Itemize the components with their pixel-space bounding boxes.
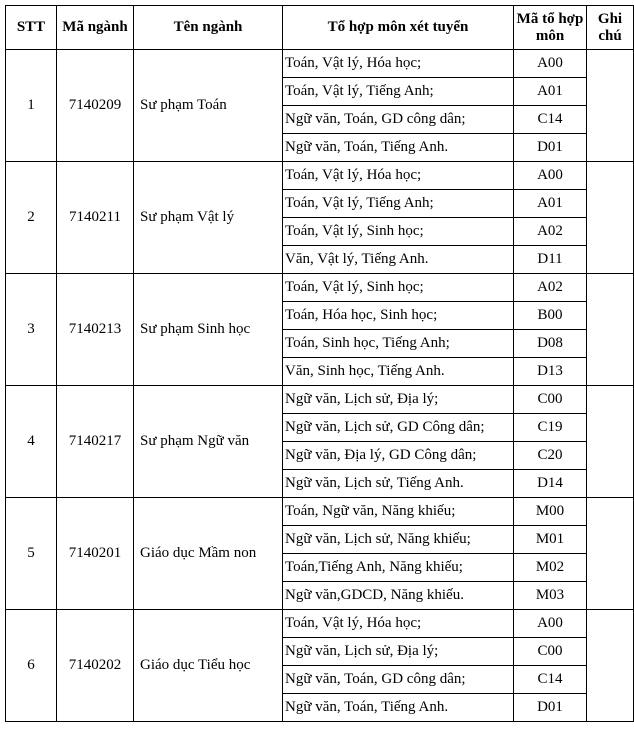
row-ten-nganh: Sư phạm Vật lý	[134, 162, 283, 274]
row-ma-to-hop: C14	[514, 666, 587, 694]
row-ma-to-hop: C14	[514, 106, 587, 134]
row-to-hop: Toán, Vật lý, Hóa học;	[283, 610, 514, 638]
table-row	[6, 610, 634, 638]
row-to-hop: Toán, Ngữ văn, Năng khiếu;	[283, 498, 514, 526]
row-ma-to-hop: A02	[514, 218, 587, 246]
row-stt: 1	[6, 50, 57, 162]
row-ma-to-hop: A00	[514, 610, 587, 638]
row-ma-to-hop: D01	[514, 134, 587, 162]
row-ma-nganh: 7140217	[57, 386, 134, 498]
row-ten-nganh: Sư phạm Sinh học	[134, 274, 283, 386]
row-ma-to-hop: A00	[514, 162, 587, 190]
row-ten-nganh: Giáo dục Tiểu học	[134, 610, 283, 722]
row-ma-to-hop: D14	[514, 470, 587, 498]
row-ma-to-hop: M00	[514, 498, 587, 526]
row-ma-to-hop: A01	[514, 78, 587, 106]
table-row	[6, 274, 634, 302]
row-ten-nganh: Sư phạm Ngữ văn	[134, 386, 283, 498]
row-ten-nganh: Sư phạm Toán	[134, 50, 283, 162]
row-ma-to-hop: B00	[514, 302, 587, 330]
row-to-hop: Ngữ văn, Lịch sử, Địa lý;	[283, 386, 514, 414]
row-to-hop: Ngữ văn, Lịch sử, Năng khiếu;	[283, 526, 514, 554]
row-to-hop: Toán, Vật lý, Tiếng Anh;	[283, 78, 514, 106]
row-to-hop: Toán, Vật lý, Sinh học;	[283, 218, 514, 246]
row-ghi-chu	[587, 162, 634, 274]
table-row	[6, 386, 634, 414]
header-row	[6, 6, 634, 50]
row-to-hop: Toán, Hóa học, Sinh học;	[283, 302, 514, 330]
row-ghi-chu	[587, 498, 634, 610]
row-to-hop: Toán, Vật lý, Sinh học;	[283, 274, 514, 302]
row-to-hop: Toán, Vật lý, Tiếng Anh;	[283, 190, 514, 218]
row-to-hop: Ngữ văn, Toán, Tiếng Anh.	[283, 694, 514, 722]
row-stt: 5	[6, 498, 57, 610]
row-stt: 2	[6, 162, 57, 274]
row-to-hop: Ngữ văn, Toán, GD công dân;	[283, 106, 514, 134]
row-ma-to-hop: A01	[514, 190, 587, 218]
row-ghi-chu	[587, 610, 634, 722]
row-to-hop: Ngữ văn, Lịch sử, Địa lý;	[283, 638, 514, 666]
row-ma-to-hop: D01	[514, 694, 587, 722]
row-ma-to-hop: M02	[514, 554, 587, 582]
row-ma-nganh: 7140213	[57, 274, 134, 386]
row-stt: 3	[6, 274, 57, 386]
row-to-hop: Ngữ văn, Địa lý, GD Công dân;	[283, 442, 514, 470]
row-ma-to-hop: D13	[514, 358, 587, 386]
row-ma-to-hop: A00	[514, 50, 587, 78]
header-ten-nganh: Tên ngành	[134, 6, 283, 50]
row-ma-nganh: 7140211	[57, 162, 134, 274]
row-to-hop: Toán, Vật lý, Hóa học;	[283, 50, 514, 78]
row-to-hop: Ngữ văn,GDCD, Năng khiếu.	[283, 582, 514, 610]
row-stt: 4	[6, 386, 57, 498]
table-body	[6, 50, 634, 722]
admission-table	[5, 5, 634, 722]
row-ma-to-hop: C20	[514, 442, 587, 470]
row-ma-to-hop: A02	[514, 274, 587, 302]
row-ma-nganh: 7140202	[57, 610, 134, 722]
row-ma-to-hop: C00	[514, 638, 587, 666]
row-ma-to-hop: M01	[514, 526, 587, 554]
table-row	[6, 162, 634, 190]
row-ma-to-hop: M03	[514, 582, 587, 610]
table-row	[6, 498, 634, 526]
header-stt: STT	[6, 6, 57, 50]
row-stt: 6	[6, 610, 57, 722]
row-to-hop: Toán, Vật lý, Hóa học;	[283, 162, 514, 190]
row-ma-to-hop: D08	[514, 330, 587, 358]
row-ghi-chu	[587, 274, 634, 386]
row-to-hop: Ngữ văn, Toán, GD công dân;	[283, 666, 514, 694]
row-to-hop: Toán,Tiếng Anh, Năng khiếu;	[283, 554, 514, 582]
header-ma-nganh: Mã ngành	[57, 6, 134, 50]
row-ma-to-hop: C00	[514, 386, 587, 414]
row-ten-nganh: Giáo dục Mầm non	[134, 498, 283, 610]
row-to-hop: Văn, Vật lý, Tiếng Anh.	[283, 246, 514, 274]
row-ma-nganh: 7140201	[57, 498, 134, 610]
row-to-hop: Toán, Sinh học, Tiếng Anh;	[283, 330, 514, 358]
header-ma-to-hop: Mã tổ hợp môn	[514, 6, 587, 50]
row-ghi-chu	[587, 386, 634, 498]
row-to-hop: Ngữ văn, Toán, Tiếng Anh.	[283, 134, 514, 162]
row-to-hop: Ngữ văn, Lịch sử, Tiếng Anh.	[283, 470, 514, 498]
row-ma-to-hop: D11	[514, 246, 587, 274]
row-to-hop: Văn, Sinh học, Tiếng Anh.	[283, 358, 514, 386]
table-row	[6, 50, 634, 78]
header-to-hop: Tổ hợp môn xét tuyển	[283, 6, 514, 50]
row-ma-to-hop: C19	[514, 414, 587, 442]
row-ma-nganh: 7140209	[57, 50, 134, 162]
row-to-hop: Ngữ văn, Lịch sử, GD Công dân;	[283, 414, 514, 442]
row-ghi-chu	[587, 50, 634, 162]
header-ghi-chu: Ghi chú	[587, 6, 634, 50]
